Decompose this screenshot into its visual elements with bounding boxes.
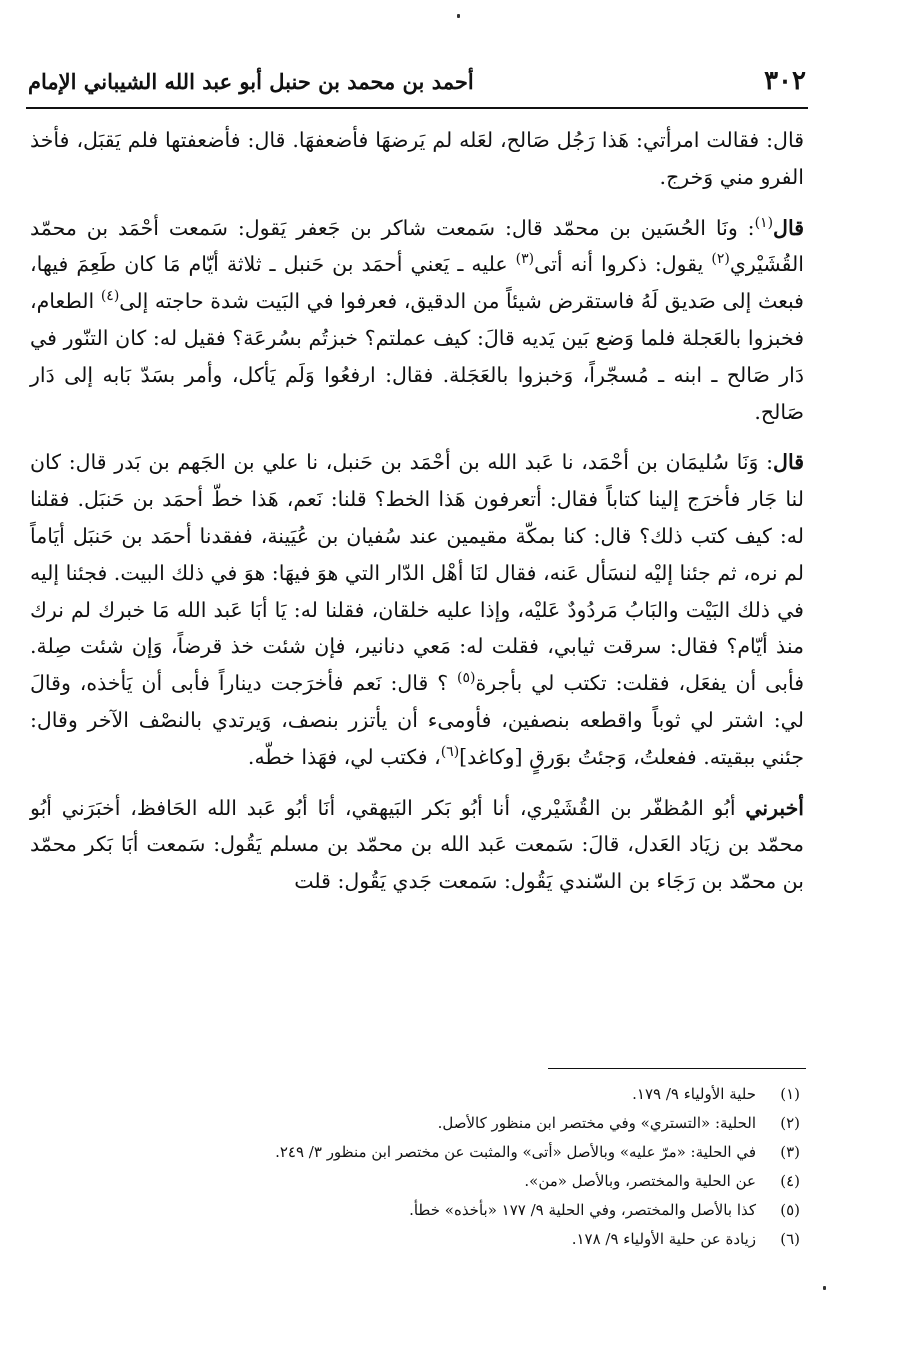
- footnote-text: في الحلية: «مرّ عليه» وبالأصل «أتى» والمثبت عن مختصر ابن منظور ٣/ ٢٤٩.: [275, 1143, 756, 1161]
- paragraph-2: [30, 210, 804, 431]
- footnote-4: [40, 1167, 800, 1196]
- footnote-number: (٦): [780, 1230, 800, 1248]
- paragraph-lead-word: أخبرني: [745, 795, 804, 820]
- paragraph-text: ، فكتب لي، فهَذا خطّه.: [247, 744, 441, 769]
- footnote-mark-2[interactable]: (٢): [711, 251, 730, 268]
- footnotes: [40, 1080, 800, 1254]
- footnote-number: (٢): [780, 1114, 800, 1132]
- paragraph-text: قال: فقالت امرأتي: هَذا رَجُل صَالح، لعَله لم يَرضهَا فأضعفهَا. قال: فأضعفتها فلم يَقبَل، فأخذ الفرو مني وَخرج.: [30, 128, 804, 189]
- footnote-2: [40, 1109, 800, 1138]
- footnote-text: الحلية: «التستري» وفي مختصر ابن منظور كالأصل.: [437, 1114, 756, 1132]
- footnote-mark-5[interactable]: (٥): [457, 670, 476, 687]
- footnote-number: (٣): [780, 1143, 800, 1161]
- paragraph-4: [30, 790, 804, 900]
- paragraph-text: ؟ قال: نَعم فأخرَجت ديناراً فأبى أن يَأخذه، وقالَ لي: اشتر لي ثوباً واقطعه بنصفين، فأومىء أن يأتزر بنصف، وَيرتدي بالنصْف الآخر وقال: جئني ببقيته. ففعلتُ، وَجئتُ بوَرقٍ [وكاغد]: [30, 671, 804, 769]
- paragraph-text: يقول: ذكروا أنه أتى: [534, 252, 712, 277]
- paragraph-1: [30, 122, 804, 196]
- footnote-text: عن الحلية والمختصر، وبالأصل «من».: [524, 1172, 756, 1190]
- page-number: ٣٠٢: [764, 66, 806, 96]
- paragraph-text: عليه ـ يَعني أحمَد بن حَنبل ـ ثلاثة أيّام مَا كان طَعِمَ فيها، فبعث إلى صَديق لَهُ فاستقرض شيئاً من الدقيق، فعرفوا في البَيت شدة حاجته إلى: [30, 252, 804, 314]
- paragraph-lead-word: قال: [773, 215, 804, 240]
- footnote-text: حلية الأولياء ٩/ ١٧٩.: [632, 1085, 756, 1103]
- footnote-mark-6[interactable]: (٦): [440, 743, 460, 760]
- header-rule: [26, 107, 808, 109]
- footnote-text: كذا بالأصل والمختصر، وفي الحلية ٩/ ١٧٧ «بأخذه» خطأ.: [409, 1201, 756, 1219]
- running-title: أحمد بن محمد بن حنبل أبو عبد الله الشيباني الإمام: [28, 68, 474, 94]
- paragraph-text: : وَنَا سُليمَان بن أحْمَد، نا عَبد الله بن أحْمَد بن حَنبل، نا علي بن الجَهم بن بَدر قال: كان لنا جَار فأخرَج إلينا كتاباً فقال: أتعرفون هَذا الخط؟ قلنا: نَعم، هَذا خطّ أحمَد بن حَنبَل. فقلنا له: كيف كتب ذلك؟ قال: كنا بمكّة مقيمين عند سُفيان بن عُيَينة، ففقدنا أحمَد بن حَنبَل أيَاماً لم نره، ثم جئنا إليْه لنسَأل عَنه، فقال لنَا أهْل الدّار التي هوَ فيهَا: هوَ في ذلك البيت. فجئنا إليه في ذلك البَيْت والبَابُ مَردُودٌ عَليْه، وإذا عليه خلقان، فقلنا له: يَا أبَا عَبد الله مَا خبرك لم نرك منذ أيّام؟ فقال: سرقت ثيابي، فقلت له: مَعي دنانير، فإن شئت خذ قرضاً، وَإن شئت صِلة. فأبى أن يفعَل، فقلت: تكتب لي بأجرة: [30, 450, 804, 696]
- page-header: [28, 58, 806, 104]
- footnote-number: (٤): [780, 1172, 800, 1190]
- footnote-number: (١): [780, 1085, 800, 1103]
- paragraph-text: : ونَا الحُسَين بن محمّد قال: سَمعت شاكر بن جَعفر يَقول: سَمعت أحْمَد بن محمّد القُشَيْري: [30, 215, 804, 277]
- paragraph-3: [30, 444, 804, 775]
- footnote-mark-3[interactable]: (٣): [515, 251, 535, 268]
- paragraph-lead-word: قال: [773, 450, 804, 475]
- scan-speck: [823, 1286, 826, 1290]
- scan-speck: [457, 14, 460, 18]
- footnote-mark-1[interactable]: (١): [754, 214, 774, 231]
- footnote-text: زيادة عن حلية الأولياء ٩/ ١٧٨.: [571, 1230, 756, 1248]
- paragraph-text: أبُو المُظفّر بن القُشَيْري، أنا أبُو بَكر البَيهقي، أنَا أبُو عَبد الله الحَافظ، أخبَرَني أبُو محمّد بن زيَاد العَدل، قالَ: سَمعت عَبد الله بن محمّد بن مسلم يَقُول: سَمعت أبَا بَكر محمّد بن محمّد بن رَجَاء بن السّندي يَقُول: سَمعت جَدي يَقُول: قلت: [30, 795, 804, 894]
- footnote-number: (٥): [780, 1201, 800, 1219]
- paragraph-text: الطعام، فخبزوا بالعَجلة فلما وَضع بَين يَديه قالَ: كيف عملتم؟ خبزتُم بسُرعَة؟ فقيل له: كان التنّور في دَار صَالح ـ ابنه ـ مُسجّراً، وَخبزوا بالعَجَلة. فقال: ارفعُوا وَلَم يَأكل، وأمر بسَدّ بَابه إلى دَار صَالح.: [30, 289, 804, 424]
- main-text: [30, 122, 804, 914]
- footnote-mark-4[interactable]: (٤): [100, 288, 120, 305]
- footnote-6: [40, 1225, 800, 1254]
- footnote-5: [40, 1196, 800, 1225]
- footnote-3: [40, 1138, 800, 1167]
- footnote-separator: [548, 1068, 806, 1069]
- footnote-1: [40, 1080, 800, 1109]
